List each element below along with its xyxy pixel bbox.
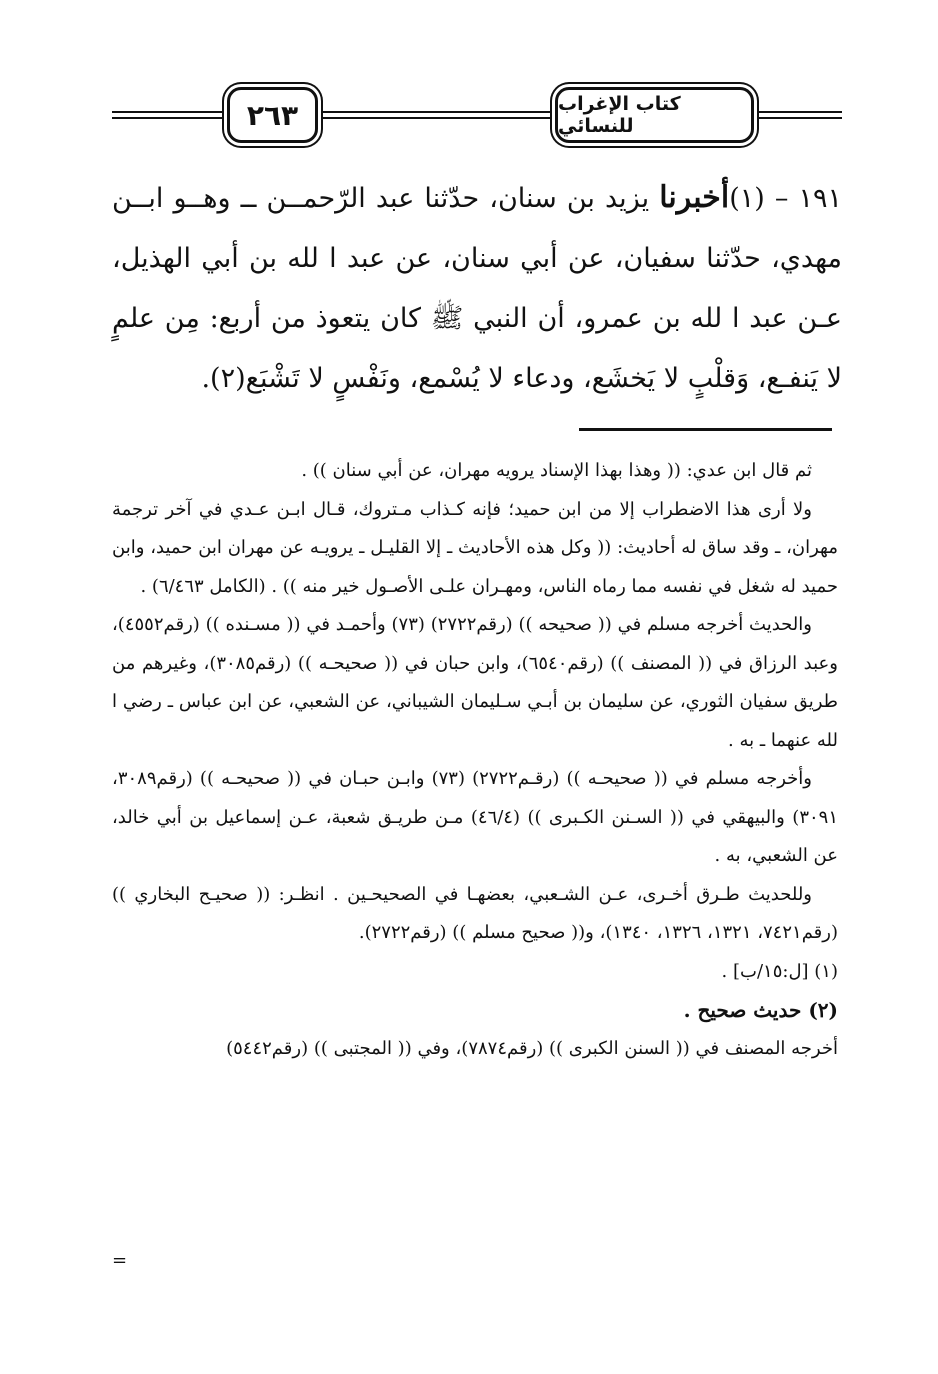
note-paragraph: ولا أرى هذا الاضطراب إلا من ابن حميد؛ فإنه كـذاب مـتروك، قـال ابـن عـدي في آخر ترجمة مهران، ـ وقد ساق له أحاديث: (( وكل هذه الأحاديث ـ إلا القليـل ـ يرويـه عن مهران ابن حميد، وابن حميد له شغل في نفسه مما رماه الناس، ومهـران علـى الأصـول خير منه )) . (الكامل ٦/٤٦٣) . <box>112 498 838 597</box>
note-paragraph: وللحديث طـرق أخـرى، عـن الشـعبي، بعضهـا في الصحيحـين . انظـر: (( صحيـح البخاري )) (رقم٧٤٢١، ١٣٢١، ١٣٢٦، ١٣٤٠)، و(( صحيح مسلم )) (رقم٢٧٢٢). <box>112 883 838 943</box>
running-header <box>112 78 842 158</box>
akhbarana-keyword: أخبرنا <box>659 180 730 215</box>
hadith-text <box>112 168 842 409</box>
hadith-number: ١٩١ <box>798 183 842 214</box>
note-paragraph: والحديث أخرجه مسلم في (( صحيحه )) (رقم٢٧٢٢) (٧٣) وأحمـد في (( مسـنده )) (رقم٤٥٥٢)، وعبد الرزاق في (( المصنف )) (رقم٦٥٤٠)، وابن حبان في (( صحيحـه )) (رقم٣٠٨٥)، وغيرهم من طريق سفيان الثوري، عن سليمان بن أبـي سـليمان الشيباني، عن الشعبي، عن ابن عباس ـ رضي ا لله عنهما ـ به . <box>112 614 838 751</box>
footnote-1: (١) [ل:١٥/ب] . <box>721 960 838 982</box>
footnote-2-heading: (٢) حديث صحيح . <box>683 998 838 1022</box>
continuation-mark: = <box>112 1250 128 1271</box>
footnotes <box>112 452 838 1068</box>
note-paragraph: ثم قال ابن عدي: (( وهذا بهذا الإسناد يرويه مهران، عن أبي سنان )) . <box>301 460 812 481</box>
footnote-divider <box>579 428 832 431</box>
page-number: ٢٦٣ <box>227 87 318 143</box>
note-paragraph: أخرجه المصنف في (( السنن الكبرى )) (رقم٧٨٧٤)، وفي (( المجتبى )) (رقم٥٤٤٢) <box>226 1037 838 1059</box>
book-title: كتاب الإغراب للنسائي <box>555 87 754 143</box>
note-paragraph: وأخرجه مسلم في (( صحيحـه )) (رقـم٢٧٢٢) (٧٣) وابـن حبـان في (( صحيحـه )) (رقم٣٠٨٩، ٣٠٩١) والبيهقي في (( السـنن الكـبرى )) (٤٦/٤) مـن طريـق شعبة، عـن إسماعيل بن أبي خالد، عن الشعبي، به . <box>112 768 838 866</box>
hadith-paragraph <box>112 168 842 409</box>
hadith-separator: – <box>774 183 789 214</box>
footnote-marker: (١) <box>729 183 765 214</box>
hadith-body: يزيد بن سنان، حدّثنا عبد الرّحمــن ــ وهــو ابــن مهدي، حدّثنا سفيان، عن أبي سنان، عن عبد ا لله بن أبي الهذيل، عـن عبد ا لله بن عمرو، أن النبي ﷺ كان يتعوذ من أربع: مِن علمٍ لا يَنفـع، وَقلْبٍ لا يَخشَع، ودعاء لا يُسْمع، ونَفْسٍ لا تَشْبَع(٢). <box>112 183 842 394</box>
